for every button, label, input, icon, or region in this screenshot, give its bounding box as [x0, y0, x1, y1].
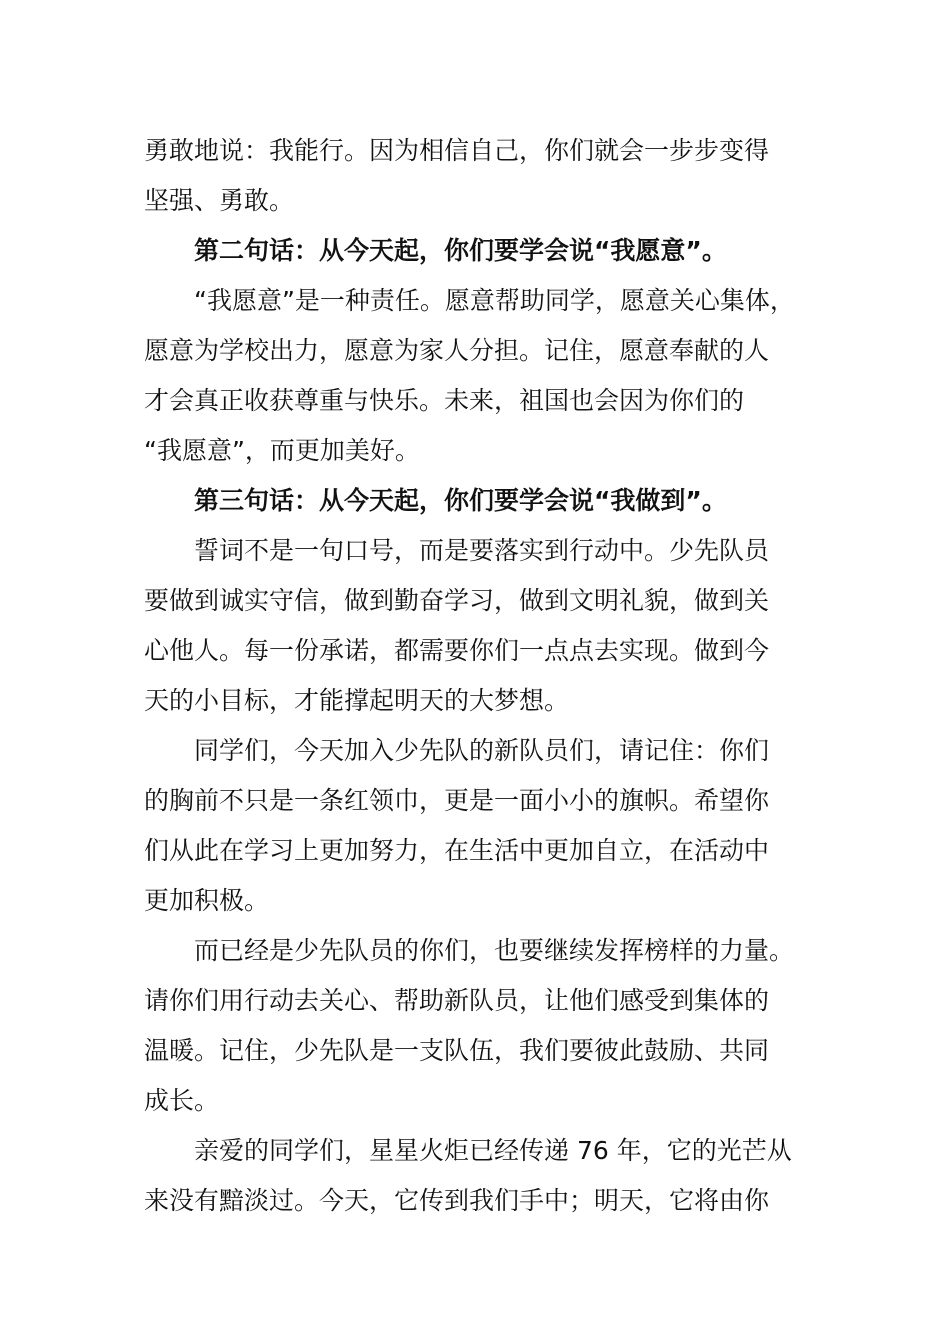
paragraph-line: 的胸前不只是一条红领巾，更是一面小小的旗帜。希望你 [144, 786, 770, 815]
paragraph [144, 726, 824, 926]
paragraph [144, 526, 824, 726]
paragraph-line: 心他人。每一份承诺，都需要你们一点点去实现。做到今 [144, 636, 770, 665]
paragraph [144, 276, 824, 476]
paragraph-line: 天的小目标，才能撑起明天的大梦想。 [144, 686, 570, 715]
heading-line: 第三句话：从今天起，你们要学会说“我做到”。 [194, 486, 727, 515]
paragraph-line: 才会真正收获尊重与快乐。未来，祖国也会因为你们的 [144, 386, 745, 415]
paragraph-line: 成长。 [144, 1086, 220, 1115]
paragraph-line: “我愿意”是一种责任。愿意帮助同学，愿意关心集体， [194, 286, 795, 315]
paragraph-line: 亲爱的同学们，星星火炬已经传递 76 年，它的光芒从 [194, 1136, 792, 1165]
paragraph-line: 而已经是少先队员的你们，也要继续发挥榜样的力量。 [194, 936, 795, 965]
paragraph-line: 要做到诚实守信，做到勤奋学习，做到文明礼貌，做到关 [144, 586, 770, 615]
document-body [144, 126, 824, 1226]
section-heading [144, 476, 824, 526]
paragraph-line: 更加积极。 [144, 886, 270, 915]
paragraph-line: 来没有黯淡过。今天，它传到我们手中；明天，它将由你 [144, 1186, 770, 1215]
heading-line: 第二句话：从今天起，你们要学会说“我愿意”。 [194, 236, 727, 265]
paragraph-line: 温暖。记住，少先队是一支队伍，我们要彼此鼓励、共同 [144, 1036, 770, 1065]
paragraph-line: “我愿意”，而更加美好。 [144, 436, 420, 465]
paragraph [144, 926, 824, 1126]
paragraph-line: 誓词不是一句口号，而是要落实到行动中。少先队员 [194, 536, 770, 565]
paragraph-line: 愿意为学校出力，愿意为家人分担。记住，愿意奉献的人 [144, 336, 770, 365]
paragraph-line: 请你们用行动去关心、帮助新队员，让他们感受到集体的 [144, 986, 770, 1015]
paragraph-line: 们从此在学习上更加努力，在生活中更加自立，在活动中 [144, 836, 770, 865]
paragraph-line: 坚强、勇敢。 [144, 186, 295, 215]
section-heading [144, 226, 824, 276]
paragraph [144, 126, 824, 226]
paragraph-line: 同学们，今天加入少先队的新队员们，请记住：你们 [194, 736, 770, 765]
paragraph-line: 勇敢地说：我能行。因为相信自己，你们就会一步步变得 [144, 136, 770, 165]
paragraph [144, 1126, 824, 1226]
